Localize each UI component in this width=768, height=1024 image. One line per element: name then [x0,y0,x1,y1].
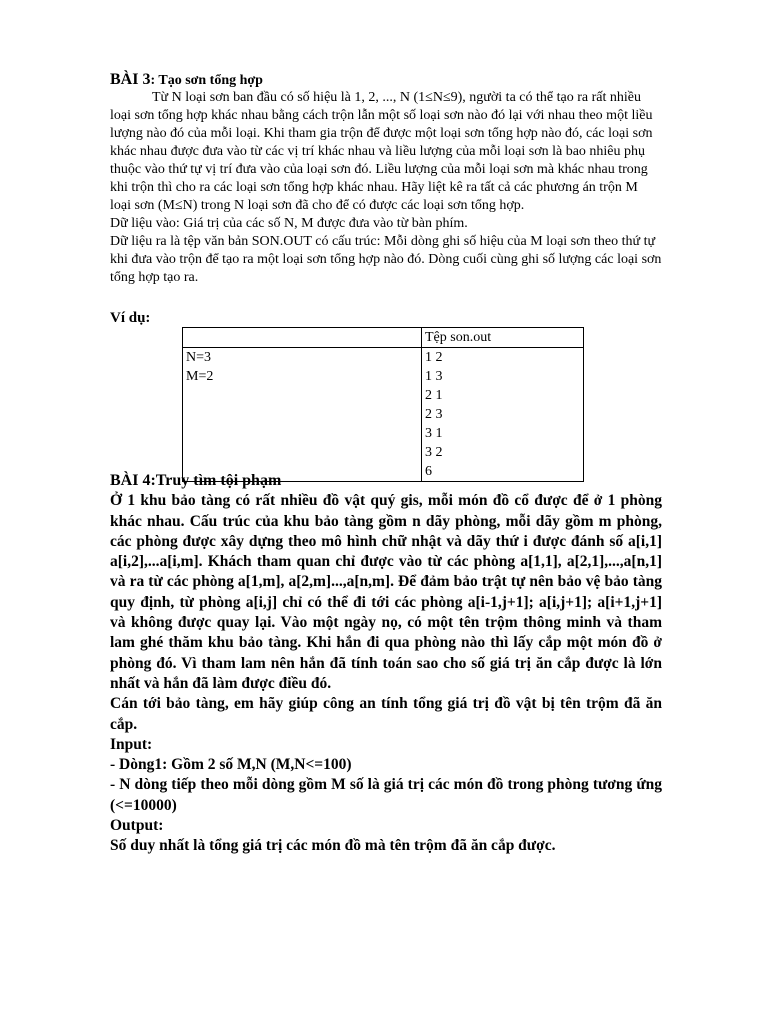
output-line: 1 3 [425,369,443,384]
table-header-left [183,328,422,348]
example-table [182,327,584,482]
table-cell-output [422,348,584,482]
table-header-row [183,328,584,348]
example-label: Ví dụ: [110,310,151,326]
input-line: N=3 [186,350,212,365]
output-line: 6 [425,464,432,479]
bai3-body [110,89,662,287]
bai3-paragraph: Từ N loại sơn ban đầu có số hiệu là 1, 2, ..., N (1≤N≤9), người ta có thể tạo ra rất nhiều loại sơn tổng hợp khác nhau bằng cách trộn lẫn một số loại sơn nào đó lại với nhau theo một liều lượng nào đó của mỗi loại. Khi tham gia trộn để được một loại sơn tổng hợp nào đó, các loại sơn khác nhau được đưa vào từ các vị trí khác nhau và liều lượng của mỗi loại sơn là bao nhiêu phụ thuộc vào thứ tự vị trí đưa vào của loại sơn đó. Liều lượng của mỗi loại sơn mà khác nhau trong khi trộn thì cho ra các loại sơn tổng hợp khác nhau. Hãy liệt kê ra tất cả các phương án trộn M loại sơn (M≤N) trong N loại sơn đã cho để có được các loại sơn tổng hợp. [110,90,653,213]
bai3-input: Dữ liệu vào: Giá trị của các số N, M được đưa vào từ bàn phím. [110,216,468,231]
bai4-input-line2: - N dòng tiếp theo mỗi dòng gồm M số là giá trị các món đồ trong phòng tương ứng (<=10000) [110,776,662,814]
bai3-label: BÀI 3 [110,71,151,88]
output-line: 3 2 [425,445,443,460]
output-line: 2 1 [425,388,443,403]
bai3-heading [110,71,263,89]
bai4-request: Cán tới bảo tàng, em hãy giúp công an tính tổng giá trị đồ vật bị tên trộm đã ăn cắp. [110,695,662,733]
bai4-paragraph: Ở 1 khu bảo tàng có rất nhiều đồ vật quý gis, mỗi món đồ cổ được để ở 1 phòng khác nhau. Cấu trúc của khu bảo tàng gồm n dãy phòng, mỗi dãy gồm m phòng, các phòng được xây dựng theo mô hình chữ nhật và dãy thứ i được đánh số a[i,1] a[i,2],...a[i,m]. Khách tham quan chỉ được vào từ các phòng a[1,1], a[2,1],...,a[n,1] và ra từ các phòng a[1,m], a[2,m]...,a[n,m]. Để đảm bảo trật tự nên bảo vệ bảo tàng quy định, từ phòng a[i,j] chỉ có thể đi tới các phòng a[i-1,j+1]; a[i,j+1]; a[i+1,j+1] và không được quay lại. Vào một ngày nọ, có một tên trộm thông minh và tham lam ghé thăm khu bảo tàng. Khi hắn đi qua phòng nào thì lấy cắp một món đồ ở phòng đó. Vì tham lam nên hắn đã tính toán sao cho số giá trị ăn cắp được là lớn nhất và hắn đã làm được điều đó. [110,492,662,692]
bai4-output-line1: Số duy nhất là tổng giá trị các món đồ mà tên trộm đã ăn cắp được. [110,837,556,855]
table-row [183,348,584,482]
output-line: 3 1 [425,426,443,441]
bai4-title: BÀI 4:Truy tìm tội phạm [110,472,282,489]
bai3-output: Dữ liệu ra là tệp văn bản SON.OUT có cấu trúc: Mỗi dòng ghi số hiệu của M loại sơn theo thứ tự khi đưa vào trộn để tạo ra một loại sơn tổng hợp nào đó. Dòng cuối cùng ghi số lượng các loại sơn tổng hợp tạo ra. [110,234,662,285]
input-line: M=2 [186,369,214,384]
bai4-input-line1: - Dòng1: Gồm 2 số M,N (M,N<=100) [110,756,352,774]
table-header-right: Tệp son.out [422,328,584,348]
bai3-title: : Tạo sơn tổng hợp [150,73,263,88]
table-cell-input [183,348,422,482]
bai4-section [110,471,662,857]
bai4-input-label: Input: [110,735,153,753]
bai4-output-label: Output: [110,817,164,835]
output-line: 1 2 [425,350,443,365]
output-line: 2 3 [425,407,443,422]
